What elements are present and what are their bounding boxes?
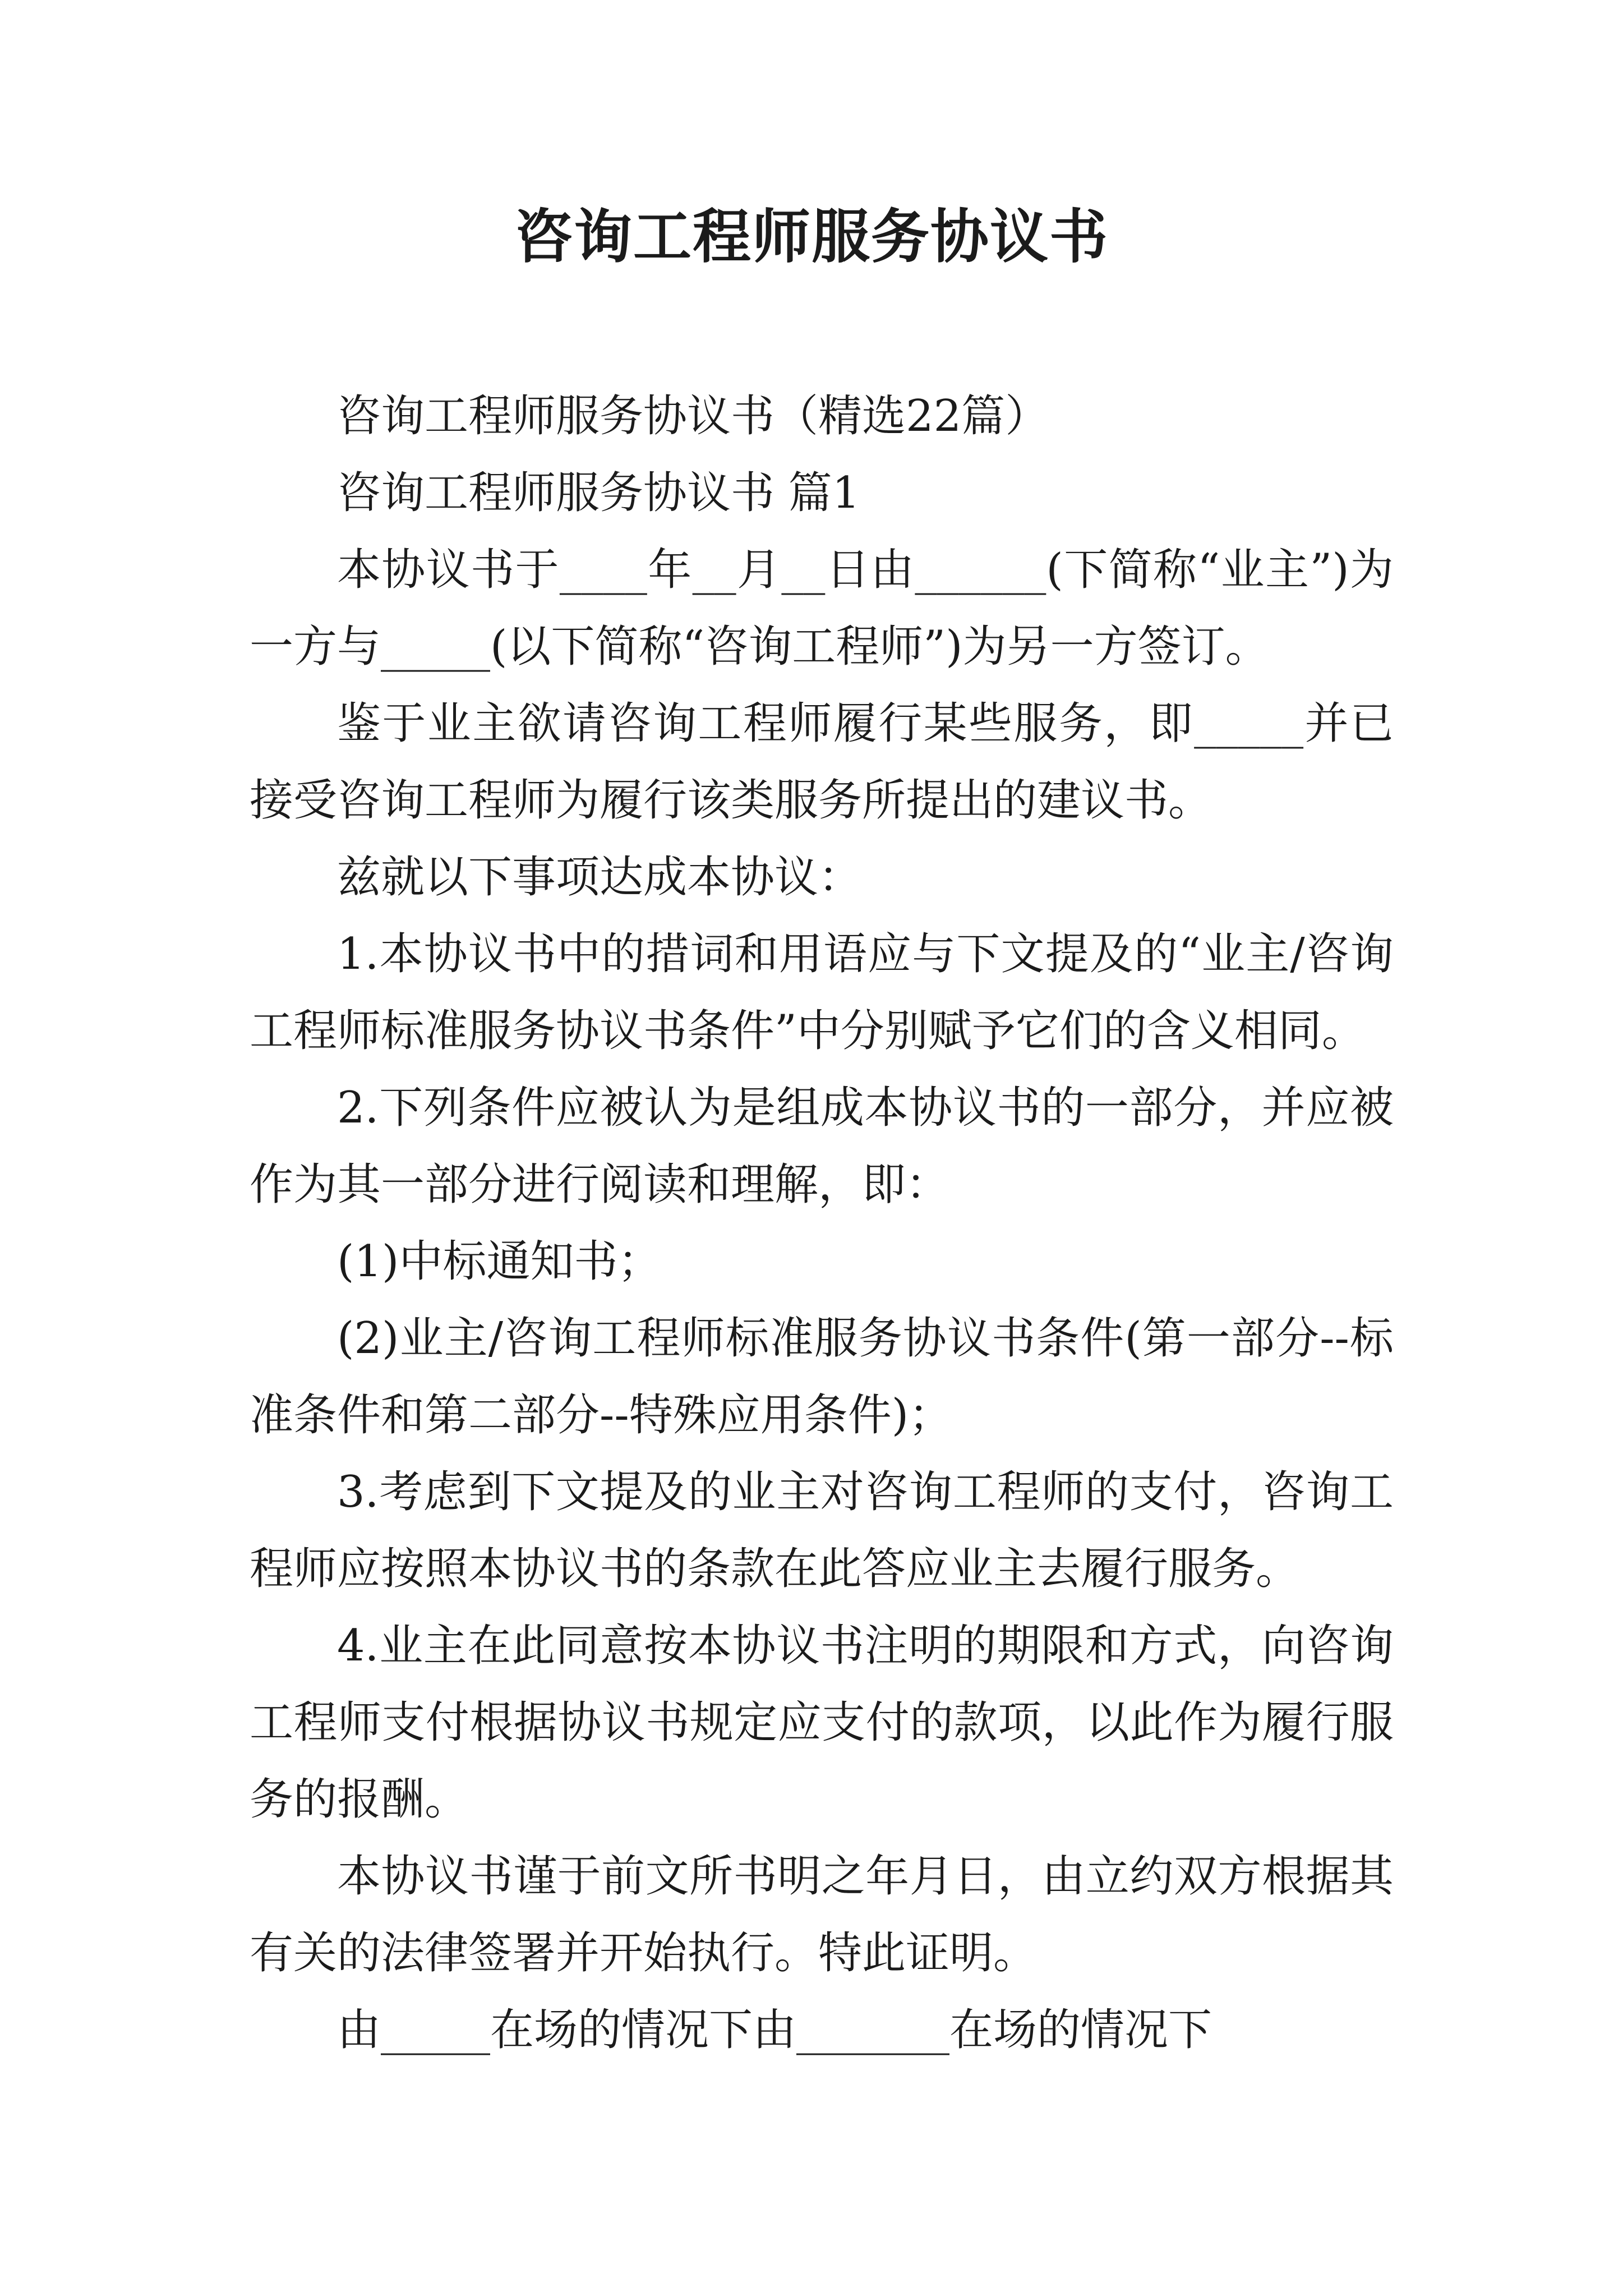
document-body xyxy=(250,378,1394,2069)
paragraph-witness: 由_____在场的情况下由_______在场的情况下 xyxy=(337,2005,1212,2055)
clause-1: 1.本协议书中的措词和用语应与下文提及的“业主/咨询工程师标准服务协议书条件”中分别赋予它们的含义相同。 xyxy=(250,929,1394,1056)
paragraph-execution: 本协议书谨于前文所书明之年月日，由立约双方根据其有关的法律签署并开始执行。特此证明。 xyxy=(250,1851,1394,1978)
subtitle-paragraph: 咨询工程师服务协议书（精选22篇） xyxy=(337,391,1049,441)
clause-4: 4.业主在此同意按本协议书注明的期限和方式，向咨询工程师支付根据协议书规定应支付的款项，以此作为履行服务的报酬。 xyxy=(250,1621,1394,1825)
clause-2: 2.下列条件应被认为是组成本协议书的一部分，并应被作为其一部分进行阅读和理解，即： xyxy=(250,1083,1394,1210)
clause-3: 3.考虑到下文提及的业主对咨询工程师的支付，咨询工程师应按照本协议书的条款在此答应业主去履行服务。 xyxy=(250,1467,1394,1594)
paragraph-whereas: 鉴于业主欲请咨询工程师履行某些服务，即_____并已接受咨询工程师为履行该类服务所提出的建议书。 xyxy=(250,698,1394,826)
section-heading: 咨询工程师服务协议书 篇1 xyxy=(337,468,860,518)
clause-2-item-1: (1)中标通知书； xyxy=(337,1236,662,1287)
clause-2-item-2: (2)业主/咨询工程师标准服务协议书条件(第一部分--标准条件和第二部分--特殊应用条件)； xyxy=(250,1313,1394,1441)
paragraph-parties: 本协议书于____年__月__日由______(下简称“业主”)为一方与_____(以下简称“咨询工程师”)为另一方签订。 xyxy=(250,545,1394,672)
paragraph-agreement-intro: 兹就以下事项达成本协议： xyxy=(337,852,863,903)
document-title: 咨询工程师服务协议书 xyxy=(514,202,1109,271)
